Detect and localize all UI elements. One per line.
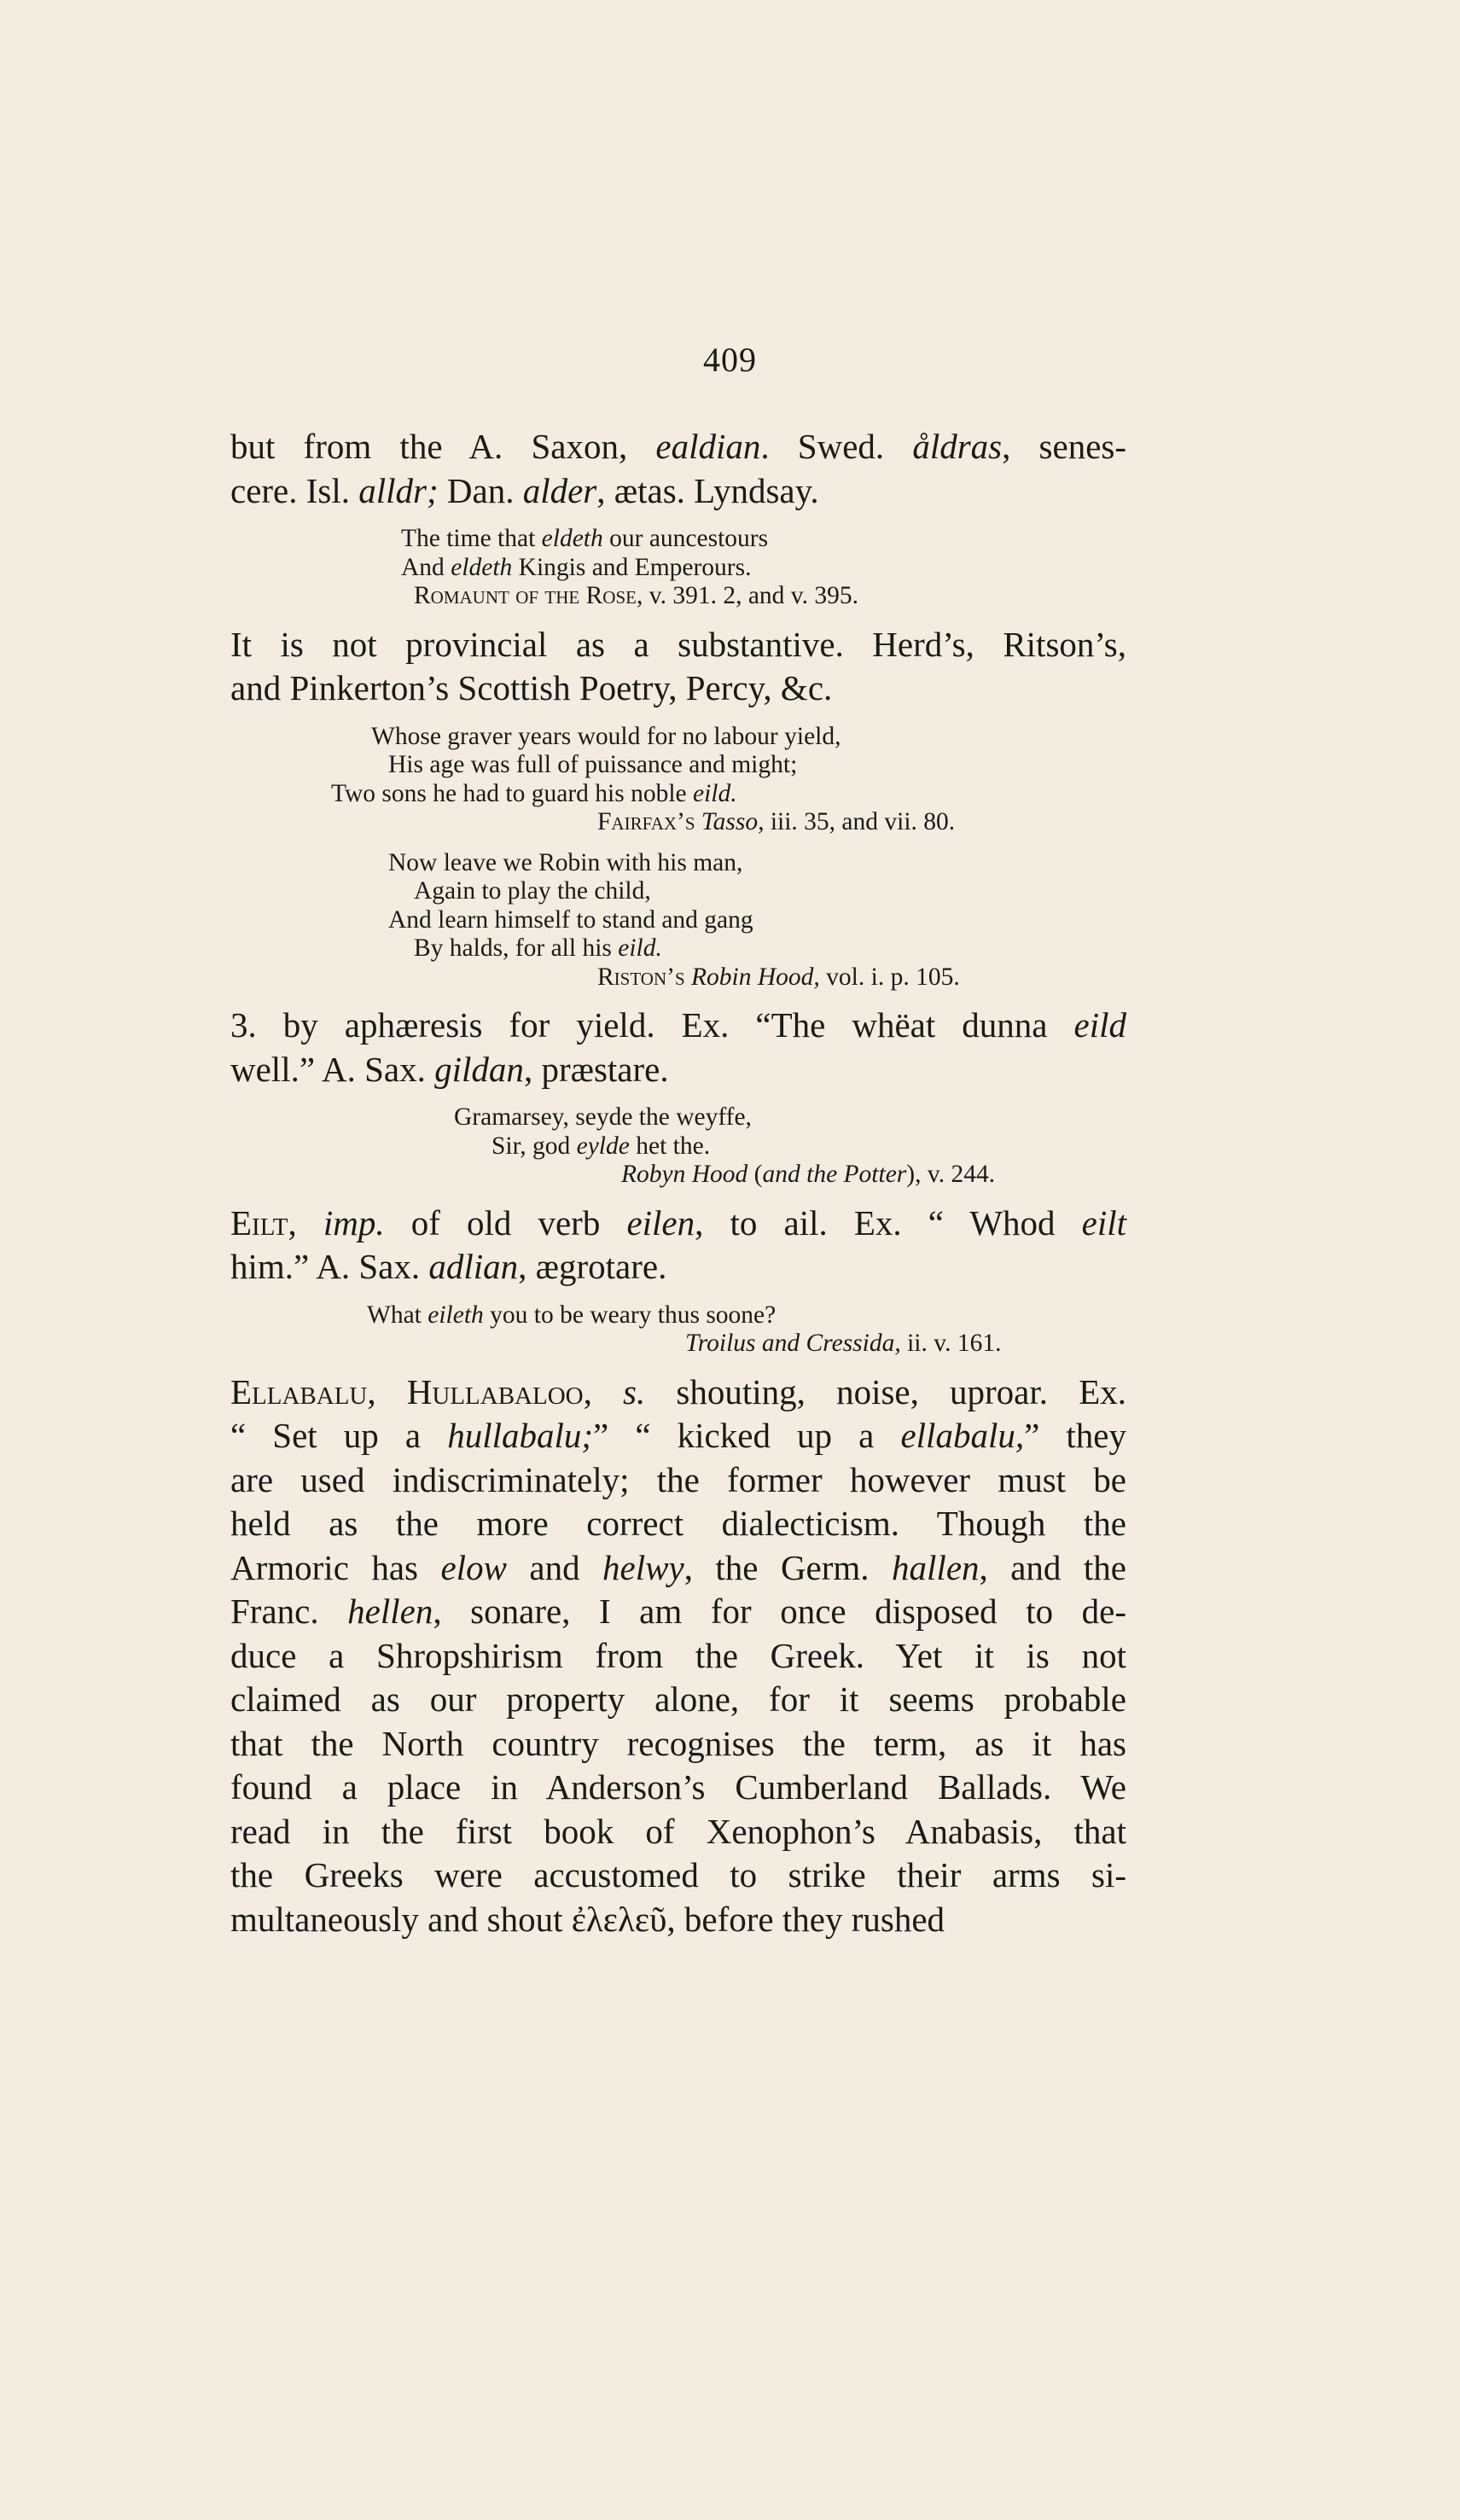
quotation: [230, 525, 1126, 611]
text-line: but from the A. Saxon, ealdian. Swed. åldras, senes-: [230, 427, 1127, 466]
text-line: are used indiscriminately; the former however must be: [230, 1459, 1126, 1499]
text-line: It is not provincial as a substantive. Herd’s, Ritson’s,: [230, 624, 1126, 664]
paragraph: [230, 1202, 1126, 1289]
quote-line: Riston’s Robin Hood, vol. i. p. 105.: [597, 963, 960, 991]
quotation: [230, 849, 1126, 992]
text-line: held as the more correct dialecticism. Though the: [230, 1504, 1126, 1543]
quote-line: Robyn Hood (and the Potter), v. 244.: [621, 1161, 996, 1188]
text-line: read in the first book of Xenophon’s Anabasis, that: [230, 1811, 1126, 1851]
quote-line: Troilus and Cressida, ii. v. 161.: [685, 1330, 1002, 1357]
quote-line: Two sons he had to guard his noble eild.: [331, 779, 737, 807]
page-number: 409: [703, 340, 757, 379]
page-body: [230, 425, 1126, 1941]
text-line: well.” A. Sax. gildan, præstare.: [230, 1049, 669, 1089]
quote-line: What eileth you to be weary thus soone?: [367, 1301, 777, 1329]
quote-line: Now leave we Robin with his man,: [388, 848, 743, 876]
text-line: and Pinkerton’s Scottish Poetry, Percy, &c.: [230, 668, 833, 707]
paragraph: [230, 1004, 1126, 1091]
paragraph: [230, 623, 1126, 711]
quote-line: Romaunt of the Rose, v. 391. 2, and v. 395.: [414, 582, 858, 609]
text-line: 3. by aphæresis for yield. Ex. “The whëat dunna eild: [230, 1005, 1126, 1045]
text-line: Franc. hellen, sonare, I am for once disposed to de-: [230, 1592, 1126, 1631]
paragraph: [230, 425, 1126, 513]
text-line: that the North country recognises the term, as it has: [230, 1723, 1126, 1763]
text-line: Ellabalu, Hullabaloo, s. shouting, noise, uproar. Ex.: [230, 1371, 1126, 1411]
quote-line: Gramarsey, seyde the weyffe,: [454, 1103, 752, 1131]
quotation: [230, 1301, 1126, 1359]
quote-line: His age was full of puissance and might;: [388, 751, 798, 778]
text-line: the Greeks were accustomed to strike their arms si-: [230, 1855, 1126, 1894]
quote-line: And learn himself to stand and gang: [388, 905, 753, 934]
quote-line: Fairfax’s Tasso, iii. 35, and vii. 80.: [597, 808, 956, 835]
text-line: Armoric has elow and helwy, the Germ. hallen, and the: [230, 1547, 1126, 1587]
quote-line: And eldeth Kingis and Emperours.: [401, 553, 752, 581]
text-line: found a place in Anderson’s Cumberland Ballads. We: [230, 1767, 1126, 1807]
text-line: Eilt, imp. of old verb eilen, to ail. Ex. “ Whod eilt: [230, 1202, 1127, 1243]
text-line: multaneously and shout ἐλελεῦ, before they rushed: [230, 1899, 945, 1939]
text-line: “ Set up a hullabalu;” “ kicked up a ellabalu,” they: [230, 1416, 1126, 1455]
text-line: him.” A. Sax. adlian, ægrotare.: [230, 1247, 667, 1286]
text-line: cere. Isl. alldr; Dan. alder, ætas. Lyndsay.: [230, 470, 819, 510]
quotation: [230, 1103, 1126, 1190]
quote-line: Again to play the child,: [414, 877, 651, 905]
text-line: duce a Shropshirism from the Greek. Yet it is not: [230, 1635, 1126, 1675]
quotation: [230, 723, 1126, 837]
quote-line: Sir, god eylde het the.: [492, 1132, 711, 1160]
paragraph: [230, 1371, 1126, 1942]
quote-line: The time that eldeth our auncestours: [401, 525, 769, 552]
quote-line: Whose graver years would for no labour yield,: [371, 722, 841, 750]
quote-line: By halds, for all his eild.: [414, 934, 662, 962]
text-line: claimed as our property alone, for it seems probable: [230, 1679, 1126, 1719]
